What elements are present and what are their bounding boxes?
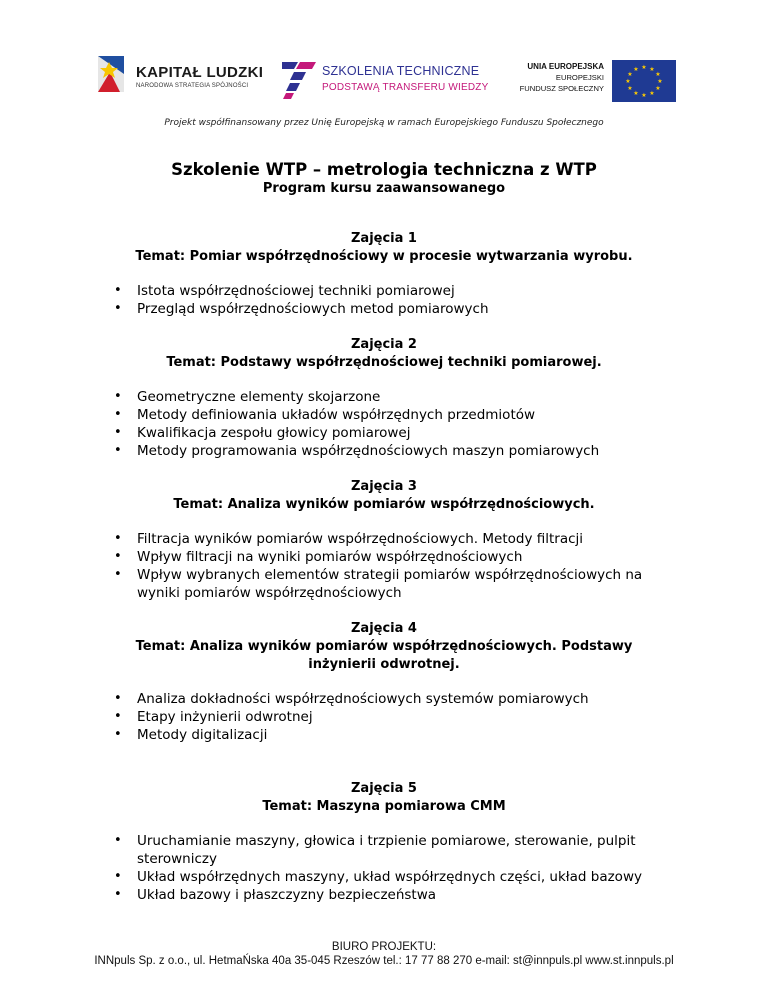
footer (0, 940, 768, 968)
section-number: Zajęcia 1 (351, 231, 417, 246)
eu-text (500, 61, 604, 94)
bullet-icon: • (114, 709, 122, 724)
list-item: • Geometryczne elementy skojarzone (114, 389, 381, 405)
section-number: Zajęcia 2 (351, 337, 417, 352)
section-items (104, 530, 664, 602)
section-4 (104, 620, 664, 744)
section-topic: Temat: Maszyna pomiarowa CMM (262, 799, 506, 814)
section-number: Zajęcia 5 (351, 781, 417, 796)
kapital-ludzki-name: KAPITAŁ LUDZKI (136, 64, 264, 81)
section-2 (104, 336, 664, 460)
section-1 (104, 230, 664, 318)
eu-line3: FUNDUSZ SPOŁECZNY (519, 84, 604, 93)
section-5 (104, 780, 664, 904)
list-item: • Metody digitalizacji (114, 727, 268, 743)
szkolenia-techniczne-logo (282, 60, 489, 102)
cofinancing-note: Projekt współfinansowany przez Unię Europejską w ramach Europejskiego Funduszu Społecznego (164, 118, 604, 128)
svg-text:★: ★ (627, 85, 633, 92)
section-topic: Temat: Analiza wyników pomiarów współrzędnościowych. Podstawy inżynierii odwrotnej. (135, 639, 633, 672)
list-item: • Analiza dokładności współrzędnościowych systemów pomiarowych (114, 691, 589, 707)
kapital-ludzki-mark-icon (96, 52, 130, 98)
list-item: • Istota współrzędnościowej techniki pomiarowej (114, 283, 455, 299)
list-item: • Przegląd współrzędnościowych metod pomiarowych (114, 301, 489, 317)
section-items (104, 282, 664, 318)
section-items (104, 690, 664, 744)
bullet-icon: • (114, 425, 122, 440)
bullet-icon: • (114, 887, 122, 902)
svg-text:★: ★ (633, 90, 639, 97)
svg-text:★: ★ (649, 90, 655, 97)
section-items (104, 388, 664, 460)
kapital-ludzki-tagline: NARODOWA STRATEGIA SPÓJNOŚCI (136, 83, 249, 89)
svg-text:★: ★ (641, 92, 647, 99)
list-item: • Wpływ filtracji na wyniki pomiarów współrzędnościowych (114, 549, 523, 565)
list-item: • Wpływ wybranych elementów strategii pomiarów współrzędnościowych na wyniki pomiarów współrzędnościowych (114, 567, 643, 601)
section-topic: Temat: Pomiar współrzędnościowy w procesie wytwarzania wyrobu. (135, 249, 633, 264)
bullet-icon: • (114, 283, 122, 298)
section-number: Zajęcia 4 (351, 621, 417, 636)
list-item: • Układ współrzędnych maszyny, układ współrzędnych części, układ bazowy (114, 869, 642, 885)
eu-flag-icon (612, 60, 676, 102)
section-topic: Temat: Podstawy współrzędnościowej techniki pomiarowej. (166, 355, 602, 370)
section-topic: Temat: Analiza wyników pomiarów współrzędnościowych. (173, 497, 595, 512)
bullet-icon: • (114, 443, 122, 458)
bullet-icon: • (114, 691, 122, 706)
bullet-icon: • (114, 407, 122, 422)
eu-logo (500, 60, 680, 104)
szkolenia-line2: PODSTAWĄ TRANSFERU WIEDZY (322, 82, 489, 93)
document-subtitle: Program kursu zaawansowanego (262, 181, 506, 196)
svg-text:★: ★ (655, 71, 661, 78)
section-3 (104, 478, 664, 602)
bullet-icon: • (114, 869, 122, 884)
list-item: • Filtracja wyników pomiarów współrzędnościowych. Metody filtracji (114, 531, 584, 547)
bullet-icon: • (114, 531, 122, 546)
list-item: • Metody programowania współrzędnościowych maszyn pomiarowych (114, 443, 600, 459)
bullet-icon: • (114, 301, 122, 316)
svg-text:★: ★ (633, 66, 639, 73)
list-item: • Uruchamianie maszyny, głowica i trzpienie pomiarowe, sterowanie, pulpit sterowniczy (114, 833, 636, 867)
eu-line1: UNIA EUROPEJSKA (527, 62, 604, 71)
list-item: • Układ bazowy i płaszczyzny bezpieczeństwa (114, 887, 437, 903)
section-items (104, 832, 664, 904)
header-logos (0, 52, 768, 108)
kapital-ludzki-logo (96, 52, 264, 102)
eu-line2: EUROPEJSKI (555, 73, 604, 82)
svg-text:★: ★ (625, 78, 631, 85)
svg-text:★: ★ (627, 71, 633, 78)
svg-text:★: ★ (657, 78, 663, 85)
footer-contact: INNpuls Sp. z o.o., ul. HetmaŃska 40a 35-045 Rzeszów tel.: 17 77 88 270 e-mail: st@innpuls.pl www.st.innpuls.pl (94, 955, 674, 967)
list-item: • Etapy inżynierii odwrotnej (114, 709, 313, 725)
list-item: • Metody definiowania układów współrzędnych przedmiotów (114, 407, 536, 423)
bullet-icon: • (114, 389, 122, 404)
bullet-icon: • (114, 549, 122, 564)
svg-text:★: ★ (655, 85, 661, 92)
list-item: • Kwalifikacja zespołu głowicy pomiarowej (114, 425, 411, 441)
bullet-icon: • (114, 727, 122, 742)
footer-office-label: BIURO PROJEKTU: (331, 941, 437, 953)
document-title: Szkolenie WTP – metrologia techniczna z WTP (171, 160, 597, 179)
bullet-icon: • (114, 567, 122, 582)
section-number: Zajęcia 3 (351, 479, 417, 494)
szkolenia-line1: SZKOLENIA TECHNICZNE (322, 64, 480, 78)
svg-text:★: ★ (641, 64, 647, 71)
svg-text:★: ★ (649, 66, 655, 73)
document-body (104, 160, 664, 904)
szkolenia-techniczne-mark-icon (282, 60, 318, 100)
bullet-icon: • (114, 833, 122, 848)
